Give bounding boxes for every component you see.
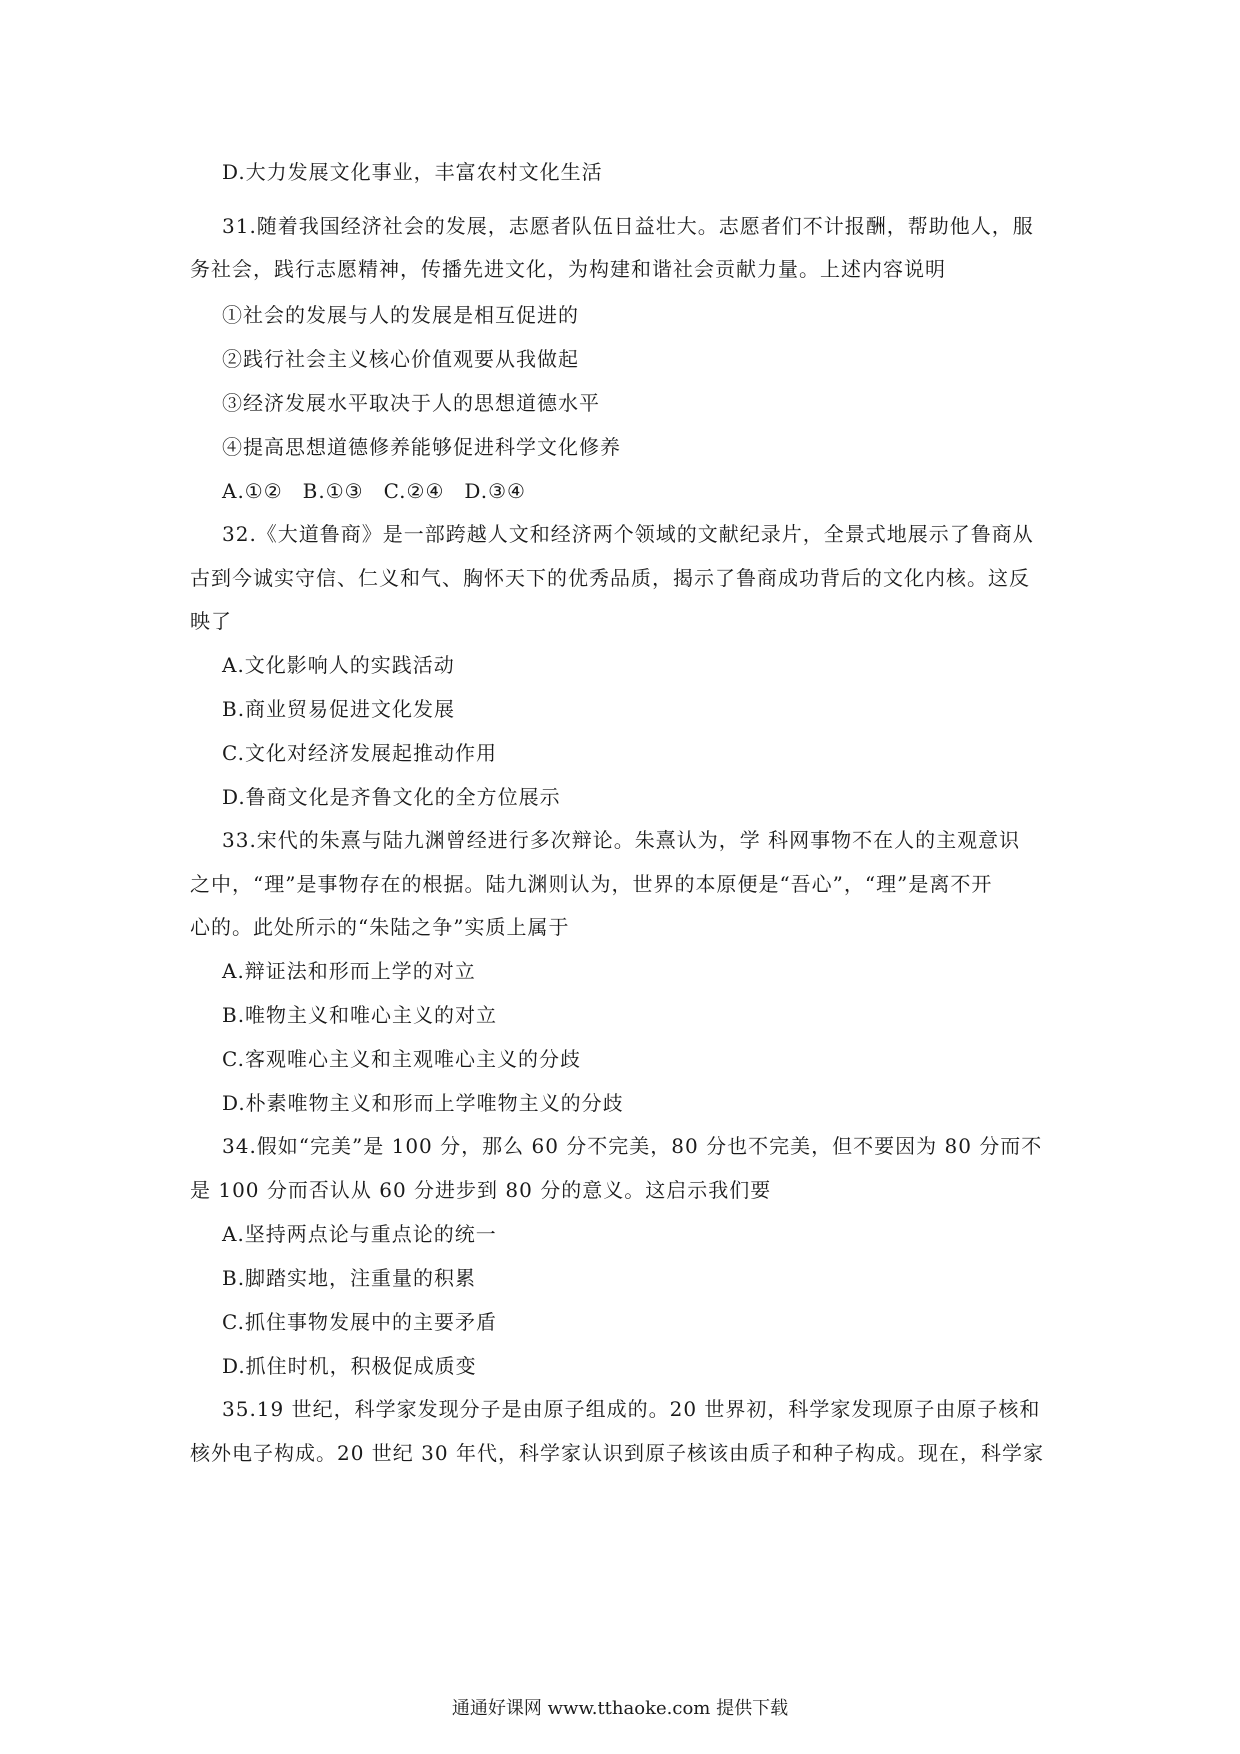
q34-option-b: B.脚踏实地，注重量的积累: [222, 1266, 477, 1290]
q32-option-c: C.文化对经济发展起推动作用: [222, 741, 497, 765]
q33-option-d: D.朴素唯物主义和形而上学唯物主义的分歧: [222, 1091, 624, 1115]
q33-option-b: B.唯物主义和唯心主义的对立: [222, 1003, 498, 1027]
q31-stem-line-2: 务社会，践行志愿精神，传播先进文化，为构建和谐社会贡献力量。上述内容说明: [190, 257, 946, 281]
q32-option-a: A.文化影响人的实践活动: [222, 653, 455, 677]
q31-statement-3: ③经济发展水平取决于人的思想道德水平: [222, 391, 600, 415]
q32-stem-line-1: 32.《大道鲁商》是一部跨越人文和经济两个领域的文献纪录片，全景式地展示了鲁商从: [222, 522, 1034, 546]
q33-option-a: A.辩证法和形而上学的对立: [222, 959, 476, 983]
q31-option-d: D.③④: [464, 479, 526, 503]
q31-statement-2: ②践行社会主义核心价值观要从我做起: [222, 347, 579, 371]
q34-stem-line-1: 34.假如“完美”是 100 分，那么 60 分不完美，80 分也不完美，但不要因为 80 分而不: [222, 1134, 1043, 1158]
q34-option-c: C.抓住事物发展中的主要矛盾: [222, 1310, 497, 1334]
q33-option-c: C.客观唯心主义和主观唯心主义的分歧: [222, 1047, 581, 1071]
q31-option-a: A.①②: [222, 479, 283, 503]
q33-stem-line-3: 心的。此处所示的“朱陆之争”实质上属于: [190, 915, 570, 939]
q34-stem-line-2: 是 100 分而否认从 60 分进步到 80 分的意义。这启示我们要: [190, 1178, 772, 1202]
q31-option-c: C.②④: [383, 479, 445, 503]
q32-option-d: D.鲁商文化是齐鲁文化的全方位展示: [222, 785, 561, 809]
q33-stem-line-1: 33.宋代的朱熹与陆九渊曾经进行多次辩论。朱熹认为，学 科网事物不在人的主观意识: [222, 828, 1021, 852]
q31-statement-1: ①社会的发展与人的发展是相互促进的: [222, 303, 579, 327]
q33-stem-line-2: 之中，“理”是事物存在的根据。陆九渊则认为，世界的本原便是“吾心”，“理”是离不开: [190, 872, 993, 896]
q32-stem-line-3: 映了: [190, 609, 232, 633]
q35-stem-line-2: 核外电子构成。20 世纪 30 年代，科学家认识到原子核该由质子和种子构成。现在，科学家: [190, 1441, 1044, 1465]
q31-options: [222, 477, 546, 505]
page-footer: 通通好课网 www.tthaoke.com 提供下载: [451, 1698, 789, 1719]
q34-option-d: D.抓住时机，积极促成质变: [222, 1354, 477, 1378]
q31-stem-line-1: 31.随着我国经济社会的发展，志愿者队伍日益壮大。志愿者们不计报酬，帮助他人，服: [222, 214, 1034, 238]
q32-stem-line-2: 古到今诚实守信、仁义和气、胸怀天下的优秀品质，揭示了鲁商成功背后的文化内核。这反: [190, 566, 1030, 590]
q31-option-b: B.①③: [302, 479, 364, 503]
q34-option-a: A.坚持两点论与重点论的统一: [222, 1222, 497, 1246]
q31-statement-4: ④提高思想道德修养能够促进科学文化修养: [222, 435, 621, 459]
q35-stem-line-1: 35.19 世纪，科学家发现分子是由原子组成的。20 世界初，科学家发现原子由原子核和: [222, 1397, 1041, 1421]
q32-option-b: B.商业贸易促进文化发展: [222, 697, 456, 721]
q30-option-d: D.大力发展文化事业，丰富农村文化生活: [222, 160, 603, 184]
